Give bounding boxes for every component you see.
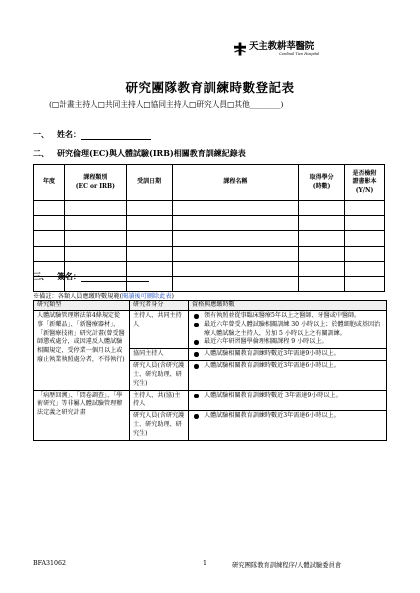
section-number: 三、 — [33, 271, 49, 281]
signature-field[interactable] — [81, 273, 149, 282]
bullet-icon — [194, 414, 199, 419]
role-cell: 主持人、共(協)主持人 — [130, 390, 189, 411]
page-title: 研究團隊教育訓練時數登記表 — [125, 80, 295, 95]
note-prefix: ※備註：各類人員應繳時數規範( — [33, 293, 123, 300]
name-section — [33, 129, 151, 140]
requirements-cell — [189, 361, 387, 390]
table-cell[interactable] — [299, 261, 345, 276]
table-cell[interactable] — [172, 276, 299, 291]
requirements-cell — [189, 411, 387, 440]
bullet-icon — [194, 364, 199, 369]
name-field[interactable] — [81, 131, 151, 140]
role-cell: 研究人員(含研究護士、研究助理、研究生) — [130, 411, 189, 440]
hospital-logo — [233, 42, 319, 56]
table-cell[interactable] — [64, 216, 126, 231]
table-cell[interactable] — [126, 246, 172, 261]
table-row — [34, 216, 385, 231]
table-row — [34, 311, 387, 349]
list-item: 領有執照並從事臨床醫療5年以上之醫師、牙醫或中醫師。 — [192, 312, 383, 321]
requirements-cell — [189, 390, 387, 411]
table-cell[interactable] — [299, 246, 345, 261]
table-cell[interactable] — [34, 216, 65, 231]
table-cell[interactable] — [126, 216, 172, 231]
table-cell[interactable] — [126, 231, 172, 246]
hospital-name-en: Cardinal Tien Hospital — [279, 51, 320, 56]
name-label: 姓名： — [57, 129, 81, 139]
role-checkbox-line[interactable]: (□計畫主持人□共同主持人□協同主持人□研究人員□其他________) — [49, 100, 284, 109]
table-cell[interactable] — [34, 246, 65, 261]
list-item: 人體試驗相關教育訓練時數近3年需達9小時以上。 — [192, 350, 383, 359]
table-row — [34, 201, 385, 216]
col-date: 受訓日期 — [126, 165, 172, 201]
list-item: 人體試驗相關教育訓練時數近 3年需達9小時以上。 — [192, 392, 383, 401]
hospital-name-cn: 天主教耕莘醫院 — [249, 41, 315, 52]
col-certificate: 是否檢附 證書影本 (Y/N) — [345, 165, 385, 201]
role-cell: 主持人、共同主持人 — [130, 311, 189, 349]
bullet-icon — [194, 314, 199, 319]
col-researcher-role: 研究者身分 — [130, 301, 189, 311]
table-cell[interactable] — [172, 231, 299, 246]
signature-label: 簽名： — [57, 271, 81, 281]
table-row — [34, 246, 385, 261]
table-cell[interactable] — [34, 201, 65, 216]
bullet-icon — [194, 352, 199, 357]
table-cell[interactable] — [172, 216, 299, 231]
research-type-cell: 人體試驗管理辦法第4條規定從事「新藥品」、「新醫療器材」、「新醫療技術」研究計畫(曾受醫師懲戒處分，或因違反人體試驗相關規定，受停業一個月以上或廢止執業執照處分者，不得執行) — [34, 311, 130, 391]
table-cell[interactable] — [345, 261, 385, 276]
table-cell[interactable] — [345, 201, 385, 216]
table-cell[interactable] — [345, 246, 385, 261]
list-item: 人體試驗相關教育訓練時數近3年需達6小時以上。 — [192, 362, 383, 371]
table-row — [34, 390, 387, 411]
requirements-cell — [189, 311, 387, 349]
bullet-icon — [194, 323, 199, 328]
col-research-type: 研究類型 — [34, 301, 130, 311]
section-number: 一、 — [33, 129, 49, 139]
table-cell[interactable] — [345, 216, 385, 231]
hours-rules-table — [33, 300, 387, 441]
table-cell[interactable] — [64, 246, 126, 261]
table-cell[interactable] — [64, 201, 126, 216]
records-section-title — [33, 148, 246, 159]
table-cell[interactable] — [172, 261, 299, 276]
note-line — [33, 291, 174, 300]
table-cell[interactable] — [64, 231, 126, 246]
signature-section — [33, 271, 149, 282]
role-cell: 研究人員(含研究護士、研究助理、研究生) — [130, 361, 189, 390]
table-cell[interactable] — [172, 201, 299, 216]
col-category: 課程類別 (EC or IRB) — [64, 165, 126, 201]
records-section-label: 研究倫理(EC)與人體試驗(IRB)相關教育訓練紀錄表 — [57, 148, 246, 158]
table-cell[interactable] — [345, 276, 385, 291]
department-footer: 研究團隊教育訓練程序/人體試驗委員會 — [232, 562, 342, 569]
col-year: 年度 — [34, 165, 65, 201]
requirements-cell — [189, 349, 387, 361]
page-number: 1 — [203, 560, 208, 567]
col-requirements: 資格與應繳時數 — [189, 301, 387, 311]
col-credits: 取得學分 (時數) — [299, 165, 345, 201]
table-cell[interactable] — [172, 246, 299, 261]
note-suffix: ) — [171, 293, 174, 300]
table-cell[interactable] — [345, 231, 385, 246]
table-cell[interactable] — [299, 276, 345, 291]
cross-logo-icon — [233, 42, 247, 56]
col-course: 課程名稱 — [172, 165, 299, 201]
list-item: 最近六年研習醫學倫理相關課程 9 小時以上。 — [192, 338, 383, 347]
table-cell[interactable] — [299, 216, 345, 231]
bullet-icon — [194, 394, 199, 399]
form-code: BFA31062 — [33, 560, 67, 567]
table-cell[interactable] — [34, 231, 65, 246]
bullet-icon — [194, 340, 199, 345]
section-number: 二、 — [33, 148, 49, 158]
research-type-cell: 「病歷回溯」、「問卷調查」、「學術研究」等非屬人體試驗管理辦法定義之研究計畫 — [34, 390, 130, 440]
table-cell[interactable] — [299, 201, 345, 216]
list-item: 人體試驗相關教育訓練時數近3年需達6小時以上。 — [192, 412, 383, 421]
table-row — [34, 231, 385, 246]
table-cell[interactable] — [126, 201, 172, 216]
table-cell[interactable] — [299, 231, 345, 246]
note-link[interactable]: 閱讀後可刪除此表 — [122, 293, 172, 300]
role-cell: 協同主持人 — [130, 349, 189, 361]
list-item: 最近六年曾受人體試驗相關訓練 30 小時以上；於體細胞或基因治療人體試驗之主持人，另加 5 小時以上之有關訓練。 — [192, 321, 383, 339]
